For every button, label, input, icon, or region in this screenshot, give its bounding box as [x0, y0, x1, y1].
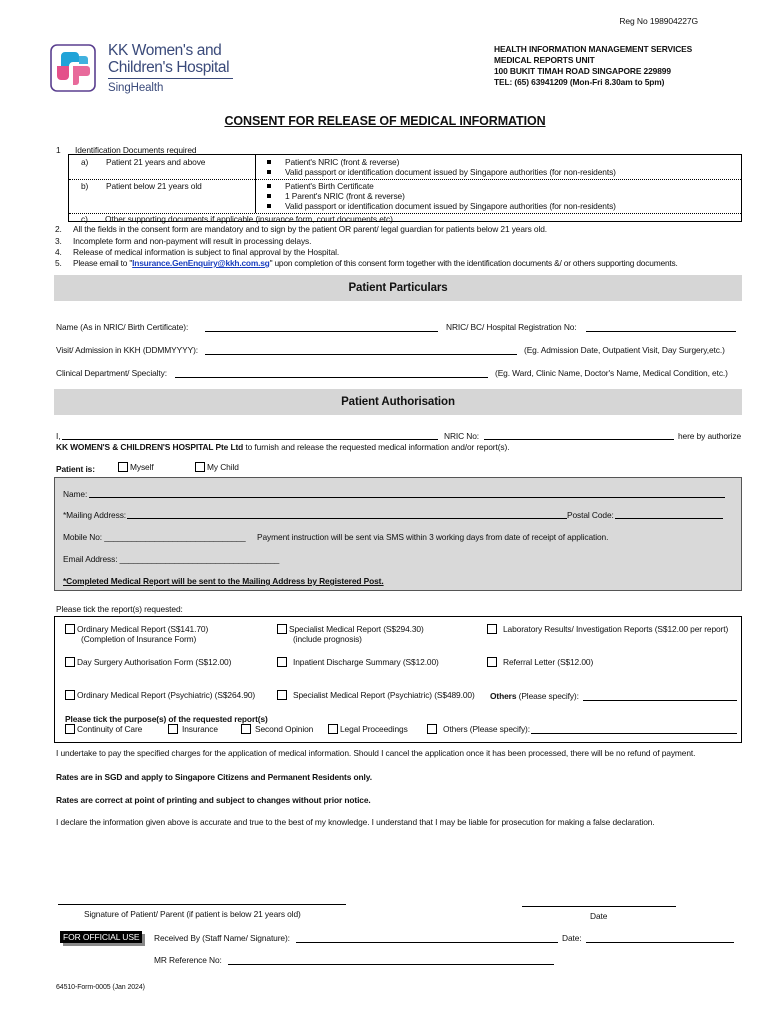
instruction-1: Identification Documents required [75, 145, 197, 155]
logo-line2: Children's Hospital [108, 59, 230, 76]
req-a-label: a) [81, 157, 89, 167]
instruction-3: Incomplete form and non-payment will result in processing delays. [73, 236, 312, 246]
purpose-legal-checkbox[interactable] [328, 724, 338, 734]
dept-field[interactable] [175, 377, 488, 378]
auth-nric-field[interactable] [484, 439, 674, 440]
email-label: Email Address: ___________________________________ [63, 554, 280, 564]
purpose-continuity-checkbox[interactable] [65, 724, 75, 734]
kkh-cross-logo-icon [50, 44, 96, 92]
report-ordinary-checkbox[interactable] [65, 624, 75, 634]
official-use-tag: FOR OFFICIAL USE [60, 931, 142, 943]
authoriser-name-field[interactable] [62, 439, 438, 440]
report-others-field[interactable] [583, 700, 737, 701]
form-title: CONSENT FOR RELEASE OF MEDICAL INFORMATION [224, 114, 546, 128]
mailing-field[interactable] [127, 518, 567, 519]
report-day-surgery-checkbox[interactable] [65, 657, 75, 667]
my-child-checkbox[interactable] [195, 462, 205, 472]
mailing-label: *Mailing Address: [63, 510, 127, 520]
address-line1: HEALTH INFORMATION MANAGEMENT SERVICES [494, 44, 693, 54]
purpose-label: Please tick the purpose(s) of the requested report(s) [65, 714, 268, 724]
form-code: 64510-Form-0005 (Jan 2024) [56, 984, 145, 991]
myself-checkbox[interactable] [118, 462, 128, 472]
visit-label: Visit/ Admission in KKH (DDMMYYYY): [56, 345, 199, 355]
report-psych-ordinary-checkbox[interactable] [65, 690, 75, 700]
patient-authorisation-heading: Patient Authorisation [54, 389, 742, 415]
postal-label: Postal Code: [567, 510, 614, 520]
rates-note-2: Rates are correct at point of printing and subject to changes without prior notice. [56, 795, 371, 805]
visit-field[interactable] [205, 354, 517, 355]
mr-reference-label: MR Reference No: [154, 955, 222, 965]
instruction-number: 2. [55, 224, 62, 234]
auth-nric-label: NRIC No: [444, 431, 480, 441]
applicant-name-label: Name: [63, 489, 88, 499]
authorise-statement: KK WOMEN'S & CHILDREN'S HOSPITAL Pte Ltd to furnish and release the requested medical information and/or report(s). [56, 442, 510, 452]
received-by-label: Received By (Staff Name/ Signature): [154, 933, 290, 943]
report-psych-specialist-checkbox[interactable] [277, 690, 287, 700]
logo-sub: SingHealth [108, 82, 164, 94]
patient-particulars-heading: Patient Particulars [54, 275, 742, 301]
report-day-surgery[interactable]: Day Surgery Authorisation Form (S$12.00) [65, 657, 231, 667]
purpose-insurance-checkbox[interactable] [168, 724, 178, 734]
report-discharge-checkbox[interactable] [277, 657, 287, 667]
report-ordinary[interactable]: Ordinary Medical Report (S$141.70) [65, 624, 208, 634]
hospital-logo [50, 40, 250, 100]
reports-box [54, 616, 742, 743]
mobile-note: Payment instruction will be sent via SMS within 3 working days from date of receipt of application. [257, 532, 609, 542]
address-block [494, 44, 692, 88]
req-b-item-1: Patient's Birth Certificate [267, 181, 374, 191]
req-b-label: b) [81, 181, 89, 191]
address-line3: 100 BUKIT TIMAH ROAD SINGAPORE 229899 [494, 66, 671, 76]
req-a-item-1: Patient's NRIC (front & reverse) [267, 157, 399, 167]
instruction-4: Release of medical information is subject to final approval by the Hospital. [73, 247, 340, 257]
report-specialist-sub: (include prognosis) [293, 634, 362, 644]
id-requirements-table [68, 154, 742, 222]
report-specialist-checkbox[interactable] [277, 624, 287, 634]
signature-date-label: Date [590, 911, 608, 921]
bullet-icon [267, 170, 271, 174]
req-c-text: Other supporting documents if applicable (insurance form, court documents etc) [105, 214, 393, 224]
instruction-5: Please email to "Insurance.GenEnquiry@kkh.com.sg" upon completion of this consent form together with the identification documents &/ or others supporting documents. [73, 258, 678, 268]
purpose-continuity[interactable]: Continuity of Care [65, 724, 142, 734]
email-link[interactable]: Insurance.GenEnquiry@kkh.com.sg [132, 258, 270, 268]
signature-label: Signature of Patient/ Parent (if patient is below 21 years old) [84, 909, 301, 919]
name-field[interactable] [205, 331, 438, 332]
report-ordinary-sub: (Completion of Insurance Form) [81, 634, 197, 644]
official-date-label: Date: [562, 933, 582, 943]
report-specialist[interactable]: Specialist Medical Report (S$294.30) [277, 624, 424, 634]
req-b-item-2: 1 Parent's NRIC (front & reverse) [267, 191, 405, 201]
applicant-details-box [54, 477, 742, 591]
purpose-others-checkbox[interactable] [427, 724, 437, 734]
patient-is-label: Patient is: [56, 464, 95, 474]
reg-no: Reg No 198904227G [619, 16, 698, 26]
mr-reference-field[interactable] [228, 964, 554, 965]
nric-field[interactable] [586, 331, 736, 332]
signature-field[interactable] [58, 904, 346, 905]
report-lab-checkbox[interactable] [487, 624, 497, 634]
purpose-legal[interactable]: Legal Proceedings [328, 724, 408, 734]
report-referral[interactable]: Referral Letter (S$12.00) [487, 657, 593, 667]
myself-option[interactable]: Myself [118, 462, 154, 472]
instruction-number: 4. [55, 247, 62, 257]
bullet-icon [267, 184, 271, 188]
report-psych-ordinary[interactable]: Ordinary Medical Report (Psychiatric) (S$264.90) [65, 690, 255, 700]
instruction-2: All the fields in the consent form are mandatory and to sign by the patient OR parent/ legal guardian for patients below 21 years old. [73, 224, 548, 234]
declaration-text: I declare the information given above is accurate and true to the best of my knowledge. I understand that I may be liable for prosecution for making a false declaration. [56, 817, 655, 827]
req-b-item-3: Valid passport or identification document issued by Singapore authorities (for non-residents) [267, 201, 616, 211]
instruction-number: 3. [55, 236, 62, 246]
registered-post-note: *Completed Medical Report will be sent to the Mailing Address by Registered Post. [63, 576, 384, 586]
logo-line1: KK Women's and [108, 42, 222, 59]
report-psych-specialist[interactable]: Specialist Medical Report (Psychiatric) (S$489.00) [277, 690, 475, 700]
address-line2: MEDICAL REPORTS UNIT [494, 55, 595, 65]
instruction-number: 5. [55, 258, 62, 268]
received-by-field[interactable] [296, 942, 558, 943]
reports-tick-label: Please tick the report(s) requested: [56, 604, 183, 614]
report-lab[interactable]: Laboratory Results/ Investigation Reports (S$12.00 per report) [487, 624, 728, 634]
req-c-label: c) [81, 214, 88, 224]
purpose-second-opinion-checkbox[interactable] [241, 724, 251, 734]
purpose-insurance[interactable]: Insurance [168, 724, 218, 734]
purpose-others-field[interactable] [531, 733, 737, 734]
hereby-text: here by authorize [678, 431, 742, 441]
address-line4: TEL: (65) 63941209 (Mon-Fri 8.30am to 5pm) [494, 77, 665, 87]
official-date-field[interactable] [586, 942, 734, 943]
my-child-option[interactable]: My Child [195, 462, 239, 472]
req-a-text: Patient 21 years and above [106, 157, 206, 167]
report-referral-checkbox[interactable] [487, 657, 497, 667]
name-label: Name (As in NRIC/ Birth Certificate): [56, 322, 189, 332]
rates-note-1: Rates are in SGD and apply to Singapore Citizens and Permanent Residents only. [56, 772, 372, 782]
visit-hint: (Eg. Admission Date, Outpatient Visit, Day Surgery,etc.) [524, 345, 725, 355]
report-others: Others (Please specify): [490, 691, 579, 701]
report-discharge[interactable]: Inpatient Discharge Summary (S$12.00) [277, 657, 439, 667]
i-label: I, [56, 431, 61, 441]
applicant-name-field[interactable] [89, 497, 725, 498]
dept-hint: (Eg. Ward, Clinic Name, Doctor's Name, Medical Condition, etc.) [495, 368, 728, 378]
instruction-number: 1 [56, 145, 61, 155]
undertake-text: I undertake to pay the specified charges for the application of medical information. Should I cancel the application once it has been processed, there will be no refund of payment. [56, 748, 696, 758]
dept-label: Clinical Department/ Specialty: [56, 368, 167, 378]
mobile-label: Mobile No: _______________________________ [63, 532, 246, 542]
purpose-others[interactable]: Others (Please specify): [427, 724, 530, 734]
bullet-icon [267, 194, 271, 198]
nric-label: NRIC/ BC/ Hospital Registration No: [446, 322, 577, 332]
req-a-item-2: Valid passport or identification document issued by Singapore authorities (for non-residents) [267, 167, 616, 177]
bullet-icon [267, 160, 271, 164]
purpose-second-opinion[interactable]: Second Opinion [241, 724, 313, 734]
req-b-text: Patient below 21 years old [106, 181, 202, 191]
bullet-icon [267, 204, 271, 208]
postal-field[interactable] [615, 518, 723, 519]
signature-date-field[interactable] [522, 906, 676, 907]
